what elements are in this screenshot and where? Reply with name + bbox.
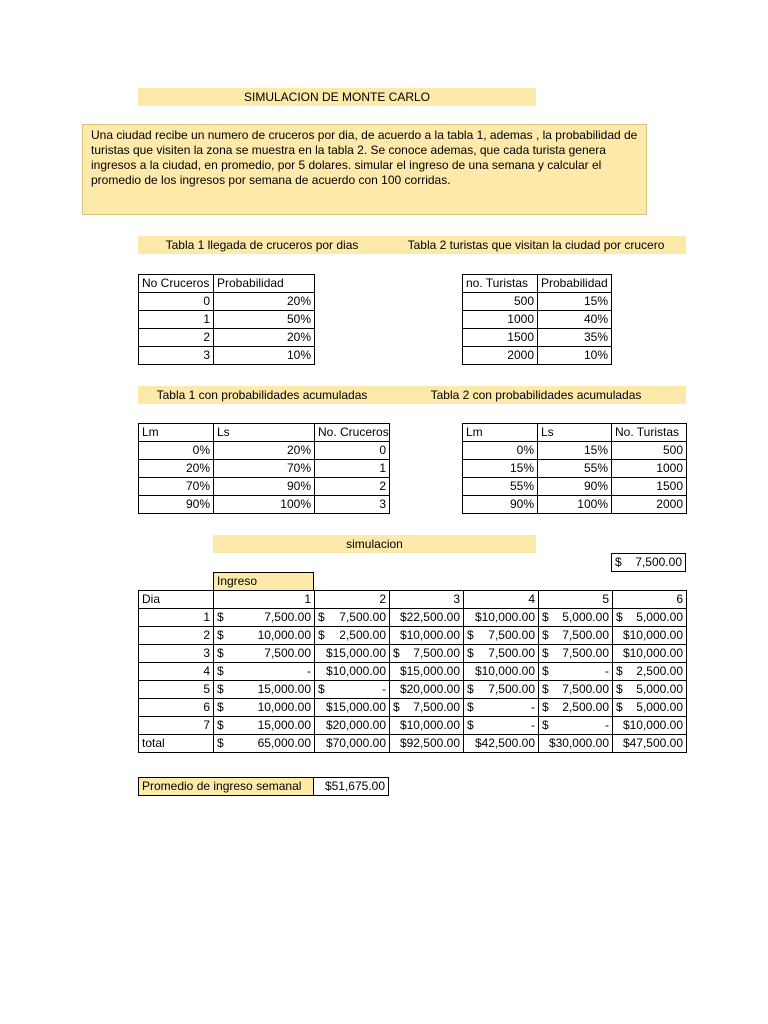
table1-cumulative — [138, 423, 390, 514]
money-cell: $ 7,500.00 — [464, 627, 539, 645]
day-cell: 4 — [139, 663, 214, 681]
table2-cum-header: Lm — [463, 424, 538, 442]
table-row: 90% 100% 3 — [139, 496, 390, 514]
simulation-table — [138, 590, 687, 753]
table-row: 0 20% — [139, 293, 315, 311]
money-cell: $20,000.00 — [315, 717, 390, 735]
money-cell: $ 15,000.00 — [214, 681, 315, 699]
run-header: 5 — [539, 591, 613, 609]
simulation-top-value: $ 7,500.00 — [611, 553, 686, 572]
table2-cum-title: Tabla 2 con probabilidades acumuladas — [386, 386, 686, 404]
money-cell: $ - — [464, 717, 539, 735]
table-row — [139, 699, 687, 717]
money-cell: $42,500.00 — [464, 735, 539, 753]
table-row: 1500 35% — [463, 329, 612, 347]
money-cell: $ 10,000.00 — [214, 627, 315, 645]
money-cell: $92,500.00 — [390, 735, 464, 753]
table-row: 90% 100% 2000 — [463, 496, 687, 514]
money-cell: $ 10,000.00 — [214, 699, 315, 717]
money-cell: $ 5,000.00 — [539, 609, 613, 627]
simulation-header-row — [139, 591, 687, 609]
table-row: 2000 10% — [463, 347, 612, 365]
table-row: 15% 55% 1000 — [463, 460, 687, 478]
table-row: 3 10% — [139, 347, 315, 365]
table2 — [462, 274, 612, 365]
table-row — [139, 627, 687, 645]
dia-header: Dia — [139, 591, 214, 609]
money-cell: $10,000.00 — [464, 663, 539, 681]
run-header: 3 — [390, 591, 464, 609]
money-cell: $10,000.00 — [464, 609, 539, 627]
money-cell: $ 5,000.00 — [613, 699, 687, 717]
money-cell: $ 2,500.00 — [315, 627, 390, 645]
money-cell: $10,000.00 — [613, 717, 687, 735]
money-cell: $ 65,000.00 — [214, 735, 315, 753]
money-cell: $ 2,500.00 — [539, 699, 613, 717]
money-cell: $ 2,500.00 — [613, 663, 687, 681]
table2-header: no. Turistas — [463, 275, 538, 293]
table-row — [139, 681, 687, 699]
table1-header: No Cruceros — [139, 275, 214, 293]
money-cell: $ 7,500.00 — [214, 645, 315, 663]
table1-cum-header: Ls — [214, 424, 315, 442]
average-row — [138, 777, 389, 796]
money-cell: $ 7,500.00 — [390, 645, 464, 663]
money-cell: $15,000.00 — [315, 699, 390, 717]
money-cell: $ - — [539, 717, 613, 735]
table-row: 55% 90% 1500 — [463, 478, 687, 496]
money-cell: $ - — [214, 663, 315, 681]
money-cell: $ 5,000.00 — [613, 681, 687, 699]
table-row: 1000 40% — [463, 311, 612, 329]
table-row — [139, 663, 687, 681]
average-label: Promedio de ingreso semanal — [139, 778, 314, 796]
table-row: 1 50% — [139, 311, 315, 329]
money-cell: $10,000.00 — [315, 663, 390, 681]
money-cell: $ 15,000.00 — [214, 717, 315, 735]
table-row — [139, 717, 687, 735]
money-cell: $ - — [315, 681, 390, 699]
money-cell: $15,000.00 — [390, 663, 464, 681]
run-header: 2 — [315, 591, 390, 609]
table1 — [138, 274, 315, 365]
money-cell: $ 5,000.00 — [613, 609, 687, 627]
total-label: total — [139, 735, 214, 753]
day-cell: 7 — [139, 717, 214, 735]
money-cell: $ 7,500.00 — [539, 645, 613, 663]
money-cell: $ 7,500.00 — [539, 681, 613, 699]
table-row — [139, 645, 687, 663]
ingreso-header: Ingreso — [213, 572, 314, 591]
day-cell: 6 — [139, 699, 214, 717]
money-cell: $ 7,500.00 — [214, 609, 315, 627]
table2-header: Probabilidad — [538, 275, 612, 293]
problem-description: Una ciudad recibe un numero de cruceros por dia, de acuerdo a la tabla 1, ademas , la probabilidad de turistas que visiten la zona se muestra en la tabla 2. Se conoce ademas, que cada turista genera ingresos a la ciudad, en promedio, por 5 dolares. simular el ingreso de una semana y calcular el promedio de los ingresos por semana de acuerdo con 100 corridas. — [82, 124, 647, 215]
table1-cum-header: Lm — [139, 424, 214, 442]
table-row: 70% 90% 2 — [139, 478, 390, 496]
money-cell: $47,500.00 — [613, 735, 687, 753]
table-row: 2 20% — [139, 329, 315, 347]
money-cell: $20,000.00 — [390, 681, 464, 699]
table-row: 500 15% — [463, 293, 612, 311]
total-row — [139, 735, 687, 753]
run-header: 1 — [214, 591, 315, 609]
money-cell: $15,000.00 — [315, 645, 390, 663]
table2-title: Tabla 2 turistas que visitan la ciudad por crucero — [386, 236, 686, 254]
money-cell: $70,000.00 — [315, 735, 390, 753]
table1-header: Probabilidad — [214, 275, 315, 293]
day-cell: 2 — [139, 627, 214, 645]
table-row: 0% 20% 0 — [139, 442, 390, 460]
money-cell: $10,000.00 — [390, 627, 464, 645]
day-cell: 5 — [139, 681, 214, 699]
day-cell: 1 — [139, 609, 214, 627]
money-cell: $ 7,500.00 — [390, 699, 464, 717]
table1-cum-header: No. Cruceros — [315, 424, 390, 442]
money-cell: $ 7,500.00 — [464, 645, 539, 663]
table-row: 0% 15% 500 — [463, 442, 687, 460]
table1-title: Tabla 1 llegada de cruceros por dias — [138, 236, 386, 254]
table-row: 20% 70% 1 — [139, 460, 390, 478]
table2-cumulative — [462, 423, 687, 514]
money-cell: $22,500.00 — [390, 609, 464, 627]
table2-cum-header: No. Turistas — [612, 424, 687, 442]
money-cell: $ 7,500.00 — [464, 681, 539, 699]
table1-cum-title: Tabla 1 con probabilidades acumuladas — [138, 386, 386, 404]
money-cell: $ 7,500.00 — [539, 627, 613, 645]
average-value: $51,675.00 — [314, 778, 389, 796]
simulation-title: simulacion — [213, 535, 536, 553]
money-cell: $10,000.00 — [390, 717, 464, 735]
table-row — [139, 609, 687, 627]
money-cell: $10,000.00 — [613, 627, 687, 645]
money-cell: $ - — [464, 699, 539, 717]
money-cell: $10,000.00 — [613, 645, 687, 663]
run-header: 6 — [613, 591, 687, 609]
money-cell: $ - — [539, 663, 613, 681]
money-cell: $30,000.00 — [539, 735, 613, 753]
money-cell: $ 7,500.00 — [315, 609, 390, 627]
page-title: SIMULACION DE MONTE CARLO — [138, 88, 536, 106]
table2-cum-header: Ls — [538, 424, 612, 442]
run-header: 4 — [464, 591, 539, 609]
day-cell: 3 — [139, 645, 214, 663]
